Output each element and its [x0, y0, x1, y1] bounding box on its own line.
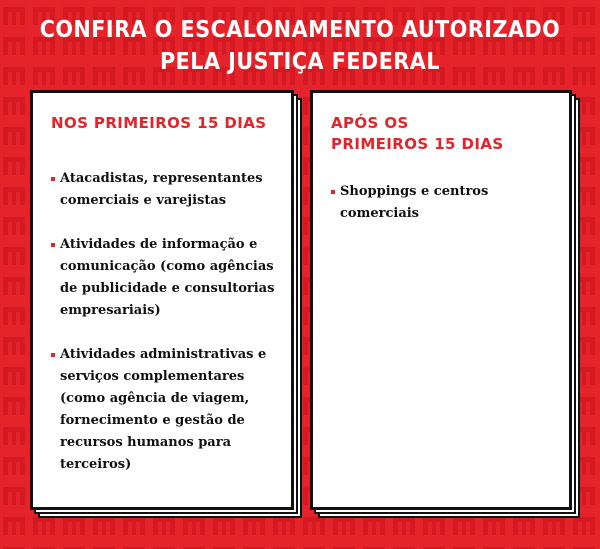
right-card-heading-line-1: APÓS OS	[331, 114, 409, 132]
bullet-square-icon	[51, 243, 55, 247]
m-letter-logo-icon	[3, 187, 25, 205]
list-item-text: Atividades de informação e comunicação (como agências de publicidade e consultorias empresariais)	[60, 237, 275, 318]
left-card-heading-text: NOS PRIMEIROS 15 DIAS	[51, 114, 267, 132]
m-letter-logo-icon	[3, 217, 25, 235]
m-letter-logo-icon	[3, 277, 25, 295]
bullet-square-icon	[331, 190, 335, 194]
m-letter-logo-icon	[3, 487, 25, 505]
left-card-heading	[51, 113, 277, 134]
bullet-square-icon	[51, 353, 55, 357]
right-card-heading	[331, 113, 555, 155]
right-card-heading-line-2: PRIMEIROS 15 DIAS	[331, 135, 504, 153]
m-letter-logo-icon	[3, 397, 25, 415]
list-item	[331, 181, 555, 225]
m-letter-logo-icon	[3, 127, 25, 145]
bullet-square-icon	[51, 177, 55, 181]
page-title-line-2: PELA JUSTIÇA FEDERAL	[159, 49, 441, 75]
m-letter-logo-icon	[3, 307, 25, 325]
right-card-stack	[310, 90, 580, 520]
m-letter-logo-icon	[3, 337, 25, 355]
m-letter-logo-icon	[3, 367, 25, 385]
left-card-stack	[30, 90, 300, 520]
list-item	[51, 234, 277, 322]
m-letter-logo-icon	[3, 457, 25, 475]
left-card-list	[51, 168, 277, 476]
m-letter-logo-icon	[3, 517, 25, 535]
m-letter-logo-icon	[3, 97, 25, 115]
m-letter-logo-icon	[3, 247, 25, 265]
page-title-line-1: CONFIRA O ESCALONAMENTO AUTORIZADO	[39, 17, 561, 43]
m-letter-logo-icon	[3, 157, 25, 175]
list-item-text: Atividades administrativas e serviços complementares (como agência de viagem, fornecimento e gestão de recursos humanos para terceiros)	[60, 347, 267, 472]
m-letter-logo-icon	[3, 427, 25, 445]
list-item-text: Atacadistas, representantes comerciais e varejistas	[60, 171, 263, 208]
list-item-text: Shoppings e centros comerciais	[340, 184, 489, 221]
right-card-list	[331, 181, 555, 225]
right-card	[310, 90, 572, 510]
page-title	[0, 14, 600, 78]
list-item	[51, 168, 277, 212]
list-item	[51, 344, 277, 476]
left-card	[30, 90, 294, 510]
